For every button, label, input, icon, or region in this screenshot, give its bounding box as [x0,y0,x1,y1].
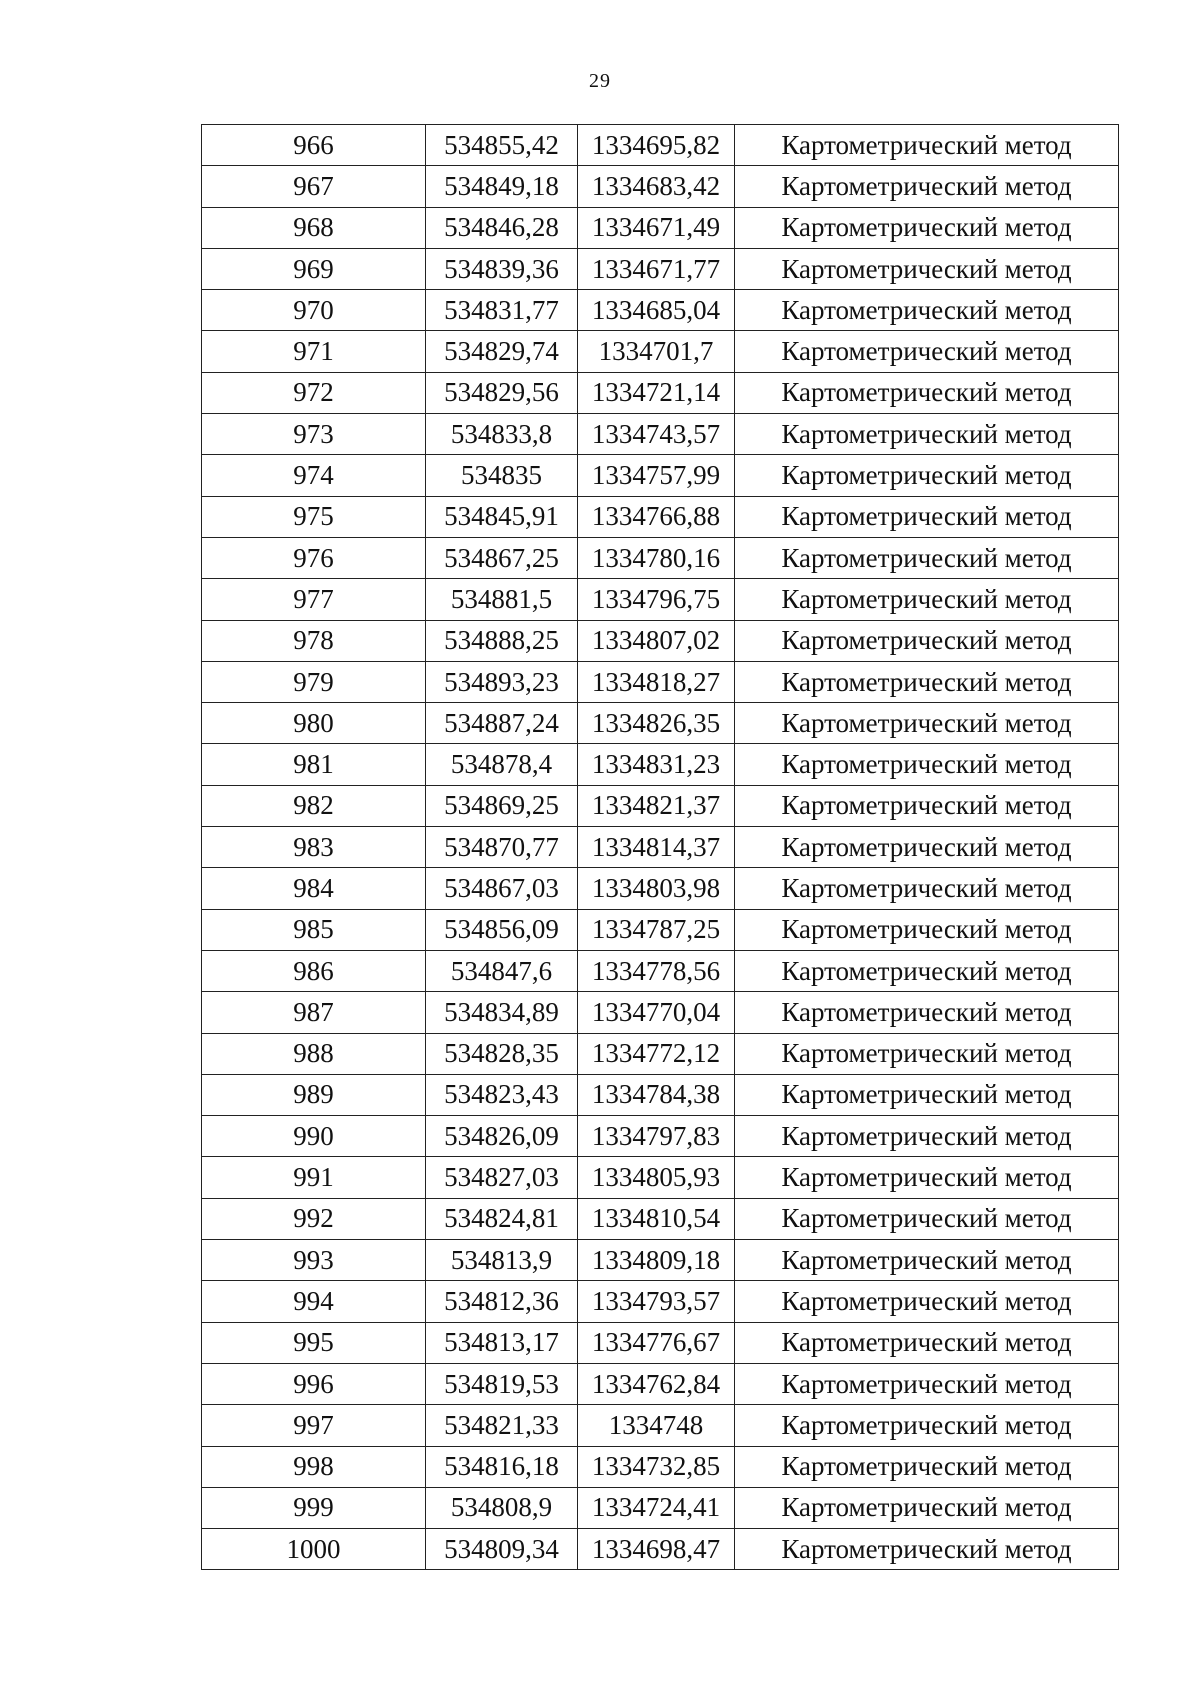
y-coordinate-cell: 1334748 [578,1405,735,1446]
x-coordinate-cell: 534826,09 [426,1116,578,1157]
y-coordinate-cell: 1334721,14 [578,372,735,413]
point-number-cell: 982 [202,785,426,826]
point-number-cell: 970 [202,290,426,331]
point-number-cell: 975 [202,496,426,537]
table-row [202,1322,1119,1363]
y-coordinate-cell: 1334770,04 [578,992,735,1033]
x-coordinate-cell: 534829,74 [426,331,578,372]
table-row [202,372,1119,413]
table-row [202,1157,1119,1198]
table-row [202,537,1119,578]
table-row [202,1074,1119,1115]
x-coordinate-cell: 534846,28 [426,207,578,248]
method-cell: Картометрический метод [735,414,1119,455]
method-cell: Картометрический метод [735,1116,1119,1157]
table-row [202,1198,1119,1239]
point-number-cell: 966 [202,125,426,166]
y-coordinate-cell: 1334807,02 [578,620,735,661]
point-number-cell: 993 [202,1240,426,1281]
method-cell: Картометрический метод [735,703,1119,744]
table-row [202,414,1119,455]
y-coordinate-cell: 1334776,67 [578,1322,735,1363]
method-cell: Картометрический метод [735,331,1119,372]
x-coordinate-cell: 534813,17 [426,1322,578,1363]
method-cell: Картометрический метод [735,537,1119,578]
point-number-cell: 990 [202,1116,426,1157]
y-coordinate-cell: 1334803,98 [578,868,735,909]
table-row [202,166,1119,207]
table-row [202,1529,1119,1570]
point-number-cell: 981 [202,744,426,785]
table-row [202,331,1119,372]
y-coordinate-cell: 1334809,18 [578,1240,735,1281]
point-number-cell: 986 [202,950,426,991]
y-coordinate-cell: 1334766,88 [578,496,735,537]
method-cell: Картометрический метод [735,579,1119,620]
table-row [202,827,1119,868]
table-row [202,1116,1119,1157]
point-number-cell: 994 [202,1281,426,1322]
table-row [202,1405,1119,1446]
method-cell: Картометрический метод [735,125,1119,166]
x-coordinate-cell: 534869,25 [426,785,578,826]
table-row [202,125,1119,166]
method-cell: Картометрический метод [735,1487,1119,1528]
x-coordinate-cell: 534881,5 [426,579,578,620]
method-cell: Картометрический метод [735,661,1119,702]
x-coordinate-cell: 534816,18 [426,1446,578,1487]
y-coordinate-cell: 1334805,93 [578,1157,735,1198]
y-coordinate-cell: 1334732,85 [578,1446,735,1487]
x-coordinate-cell: 534887,24 [426,703,578,744]
point-number-cell: 998 [202,1446,426,1487]
method-cell: Картометрический метод [735,1157,1119,1198]
x-coordinate-cell: 534809,34 [426,1529,578,1570]
x-coordinate-cell: 534849,18 [426,166,578,207]
table-row [202,579,1119,620]
y-coordinate-cell: 1334821,37 [578,785,735,826]
table-row [202,207,1119,248]
method-cell: Картометрический метод [735,744,1119,785]
method-cell: Картометрический метод [735,1198,1119,1239]
table-row [202,455,1119,496]
x-coordinate-cell: 534833,8 [426,414,578,455]
table-row [202,703,1119,744]
table-row [202,248,1119,289]
point-number-cell: 980 [202,703,426,744]
x-coordinate-cell: 534831,77 [426,290,578,331]
point-number-cell: 979 [202,661,426,702]
coordinates-table [201,124,1119,1570]
x-coordinate-cell: 534867,25 [426,537,578,578]
method-cell: Картометрический метод [735,1405,1119,1446]
method-cell: Картометрический метод [735,248,1119,289]
x-coordinate-cell: 534834,89 [426,992,578,1033]
y-coordinate-cell: 1334787,25 [578,909,735,950]
method-cell: Картометрический метод [735,1529,1119,1570]
point-number-cell: 978 [202,620,426,661]
point-number-cell: 977 [202,579,426,620]
y-coordinate-cell: 1334780,16 [578,537,735,578]
y-coordinate-cell: 1334831,23 [578,744,735,785]
x-coordinate-cell: 534812,36 [426,1281,578,1322]
method-cell: Картометрический метод [735,992,1119,1033]
x-coordinate-cell: 534855,42 [426,125,578,166]
x-coordinate-cell: 534867,03 [426,868,578,909]
x-coordinate-cell: 534824,81 [426,1198,578,1239]
x-coordinate-cell: 534835 [426,455,578,496]
x-coordinate-cell: 534847,6 [426,950,578,991]
y-coordinate-cell: 1334762,84 [578,1363,735,1404]
method-cell: Картометрический метод [735,868,1119,909]
point-number-cell: 996 [202,1363,426,1404]
method-cell: Картометрический метод [735,455,1119,496]
y-coordinate-cell: 1334701,7 [578,331,735,372]
point-number-cell: 973 [202,414,426,455]
point-number-cell: 969 [202,248,426,289]
point-number-cell: 974 [202,455,426,496]
point-number-cell: 968 [202,207,426,248]
method-cell: Картометрический метод [735,1446,1119,1487]
x-coordinate-cell: 534828,35 [426,1033,578,1074]
y-coordinate-cell: 1334671,49 [578,207,735,248]
table-row [202,909,1119,950]
point-number-cell: 987 [202,992,426,1033]
table-row [202,620,1119,661]
y-coordinate-cell: 1334778,56 [578,950,735,991]
method-cell: Картометрический метод [735,1281,1119,1322]
table-row [202,661,1119,702]
point-number-cell: 976 [202,537,426,578]
x-coordinate-cell: 534823,43 [426,1074,578,1115]
point-number-cell: 995 [202,1322,426,1363]
method-cell: Картометрический метод [735,1240,1119,1281]
method-cell: Картометрический метод [735,827,1119,868]
y-coordinate-cell: 1334826,35 [578,703,735,744]
table-row [202,1033,1119,1074]
method-cell: Картометрический метод [735,785,1119,826]
y-coordinate-cell: 1334793,57 [578,1281,735,1322]
method-cell: Картометрический метод [735,1363,1119,1404]
table-row [202,785,1119,826]
method-cell: Картометрический метод [735,950,1119,991]
coordinates-table-body [202,125,1119,1570]
y-coordinate-cell: 1334743,57 [578,414,735,455]
table-row [202,290,1119,331]
x-coordinate-cell: 534878,4 [426,744,578,785]
method-cell: Картометрический метод [735,166,1119,207]
table-row [202,1487,1119,1528]
table-row [202,1240,1119,1281]
table-row [202,1363,1119,1404]
table-row [202,496,1119,537]
method-cell: Картометрический метод [735,620,1119,661]
y-coordinate-cell: 1334671,77 [578,248,735,289]
table-row [202,744,1119,785]
table-row [202,950,1119,991]
method-cell: Картометрический метод [735,1033,1119,1074]
point-number-cell: 991 [202,1157,426,1198]
y-coordinate-cell: 1334797,83 [578,1116,735,1157]
x-coordinate-cell: 534870,77 [426,827,578,868]
y-coordinate-cell: 1334683,42 [578,166,735,207]
x-coordinate-cell: 534888,25 [426,620,578,661]
method-cell: Картометрический метод [735,372,1119,413]
table-row [202,992,1119,1033]
table-row [202,1446,1119,1487]
x-coordinate-cell: 534821,33 [426,1405,578,1446]
x-coordinate-cell: 534808,9 [426,1487,578,1528]
method-cell: Картометрический метод [735,496,1119,537]
y-coordinate-cell: 1334772,12 [578,1033,735,1074]
x-coordinate-cell: 534856,09 [426,909,578,950]
y-coordinate-cell: 1334814,37 [578,827,735,868]
point-number-cell: 972 [202,372,426,413]
point-number-cell: 1000 [202,1529,426,1570]
x-coordinate-cell: 534829,56 [426,372,578,413]
table-row [202,1281,1119,1322]
method-cell: Картометрический метод [735,909,1119,950]
x-coordinate-cell: 534845,91 [426,496,578,537]
x-coordinate-cell: 534813,9 [426,1240,578,1281]
y-coordinate-cell: 1334810,54 [578,1198,735,1239]
y-coordinate-cell: 1334796,75 [578,579,735,620]
y-coordinate-cell: 1334698,47 [578,1529,735,1570]
y-coordinate-cell: 1334784,38 [578,1074,735,1115]
point-number-cell: 988 [202,1033,426,1074]
method-cell: Картометрический метод [735,290,1119,331]
table-row [202,868,1119,909]
point-number-cell: 984 [202,868,426,909]
method-cell: Картометрический метод [735,207,1119,248]
point-number-cell: 983 [202,827,426,868]
point-number-cell: 997 [202,1405,426,1446]
y-coordinate-cell: 1334757,99 [578,455,735,496]
point-number-cell: 985 [202,909,426,950]
page-number: 29 [589,70,611,92]
point-number-cell: 992 [202,1198,426,1239]
y-coordinate-cell: 1334695,82 [578,125,735,166]
y-coordinate-cell: 1334685,04 [578,290,735,331]
x-coordinate-cell: 534893,23 [426,661,578,702]
x-coordinate-cell: 534839,36 [426,248,578,289]
method-cell: Картометрический метод [735,1074,1119,1115]
point-number-cell: 971 [202,331,426,372]
y-coordinate-cell: 1334724,41 [578,1487,735,1528]
method-cell: Картометрический метод [735,1322,1119,1363]
point-number-cell: 967 [202,166,426,207]
point-number-cell: 989 [202,1074,426,1115]
x-coordinate-cell: 534827,03 [426,1157,578,1198]
y-coordinate-cell: 1334818,27 [578,661,735,702]
x-coordinate-cell: 534819,53 [426,1363,578,1404]
point-number-cell: 999 [202,1487,426,1528]
